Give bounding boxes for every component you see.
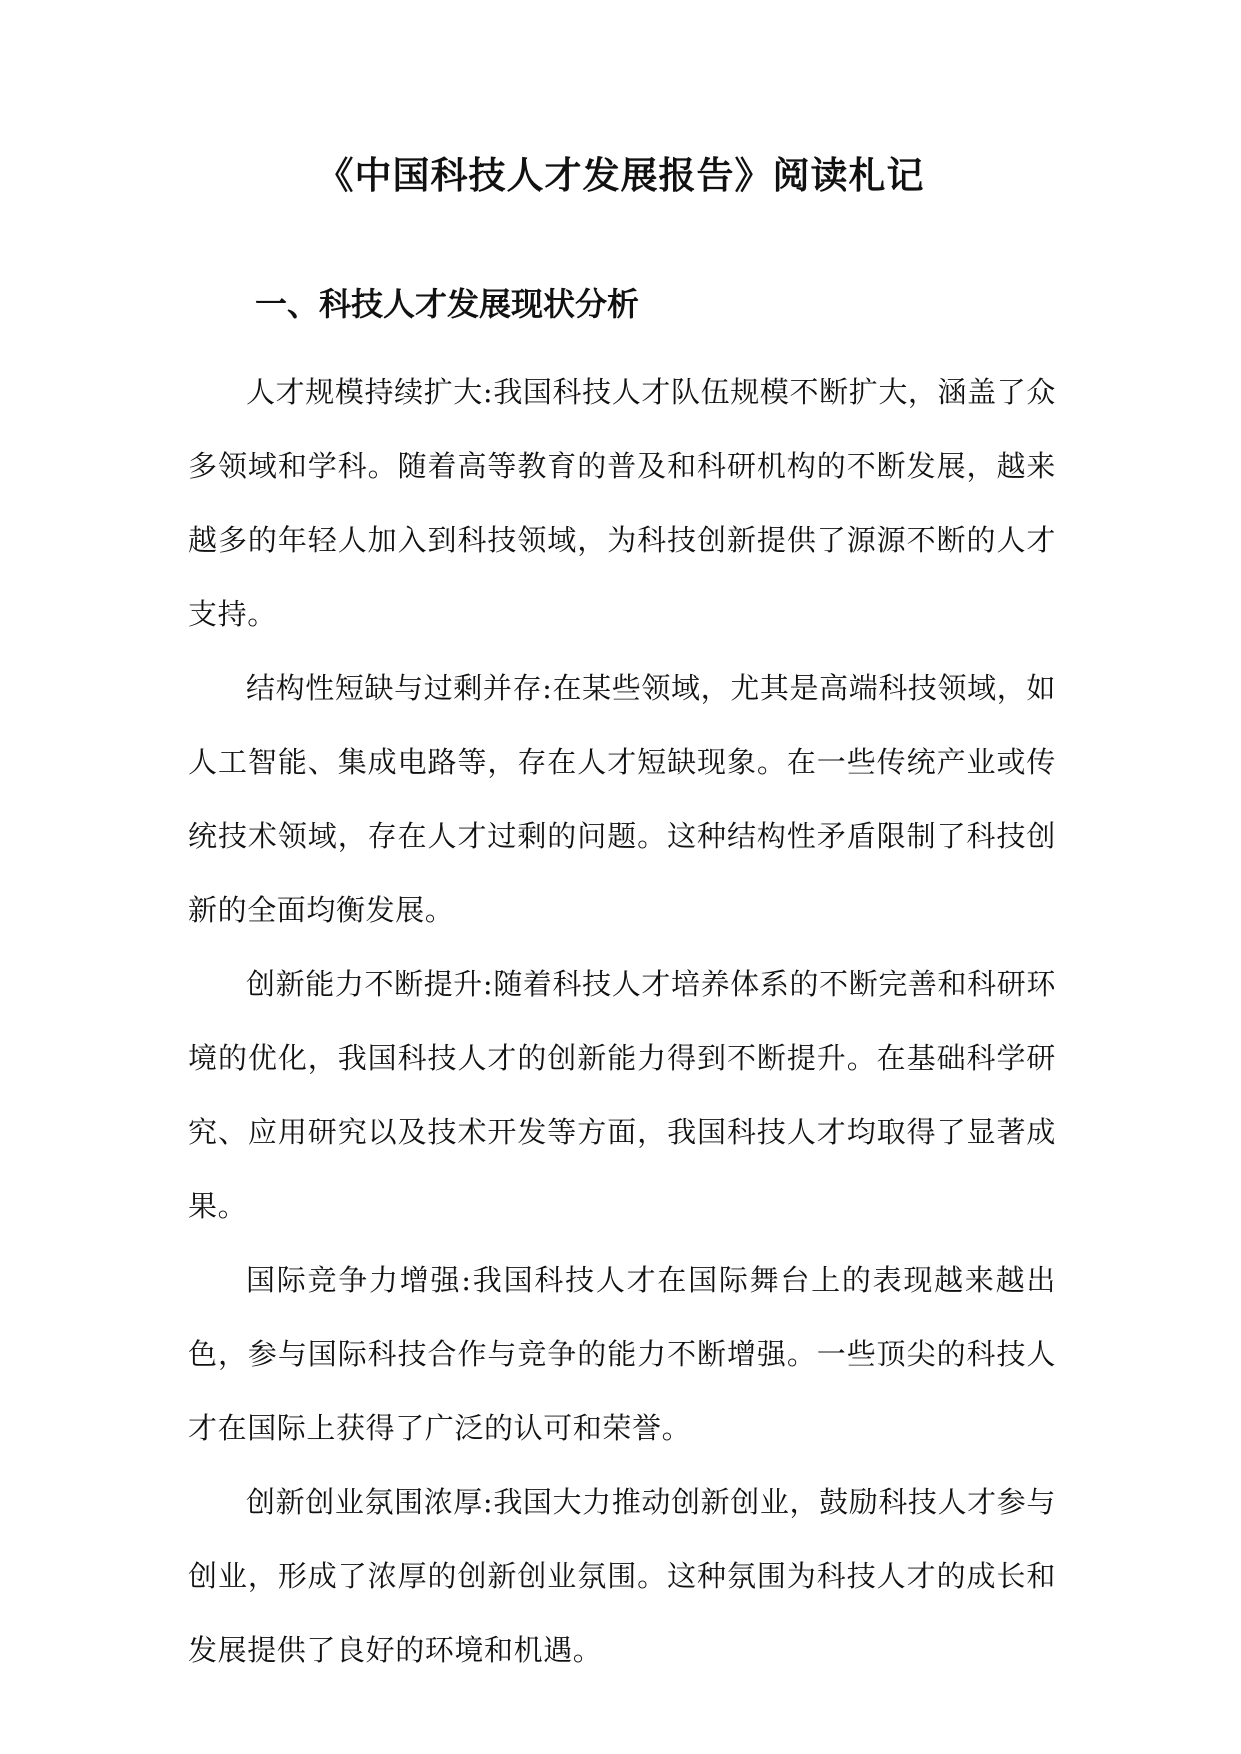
paragraph-text: 我国大力推动创新创业，鼓励科技人才参与创业，形成了浓厚的创新创业氛围。这种氛围为科技人才的成长和发展提供了良好的环境和机遇。 — [188, 1485, 1056, 1667]
paragraph-text: 随着科技人才培养体系的不断完善和科研环境的优化，我国科技人才的创新能力得到不断提升。在基础科学研究、应用研究以及技术开发等方面，我国科技人才均取得了显著成果。 — [188, 967, 1056, 1223]
section-body — [188, 355, 1056, 1687]
paragraph-lead: 人才规模持续扩大: — [246, 375, 494, 409]
paragraph-entrepreneurship — [188, 1465, 1056, 1687]
paragraph-text: 我国科技人才在国际舞台上的表现越来越出色，参与国际科技合作与竞争的能力不断增强。一些顶尖的科技人才在国际上获得了广泛的认可和荣誉。 — [188, 1263, 1056, 1445]
paragraph-talent-scale — [188, 355, 1056, 651]
paragraph-innovation-capacity — [188, 947, 1056, 1243]
paragraph-structural-imbalance — [188, 651, 1056, 947]
paragraph-lead: 结构性短缺与过剩并存: — [246, 671, 553, 705]
paragraph-lead: 国际竞争力增强: — [246, 1263, 472, 1297]
paragraph-international-competitiveness — [188, 1243, 1056, 1465]
section-heading: 一、科技人才发展现状分析 — [255, 285, 640, 323]
paragraph-lead: 创新能力不断提升: — [246, 967, 494, 1001]
paragraph-text: 在某些领域，尤其是高端科技领域，如人工智能、集成电路等，存在人才短缺现象。在一些传统产业或传统技术领域，存在人才过剩的问题。这种结构性矛盾限制了科技创新的全面均衡发展。 — [188, 671, 1056, 927]
paragraph-lead: 创新创业氛围浓厚: — [246, 1485, 494, 1519]
document-title: 《中国科技人才发展报告》阅读札记 — [316, 153, 925, 197]
paragraph-text: 我国科技人才队伍规模不断扩大，涵盖了众多领域和学科。随着高等教育的普及和科研机构的不断发展，越来越多的年轻人加入到科技领域，为科技创新提供了源源不断的人才支持。 — [188, 375, 1056, 631]
